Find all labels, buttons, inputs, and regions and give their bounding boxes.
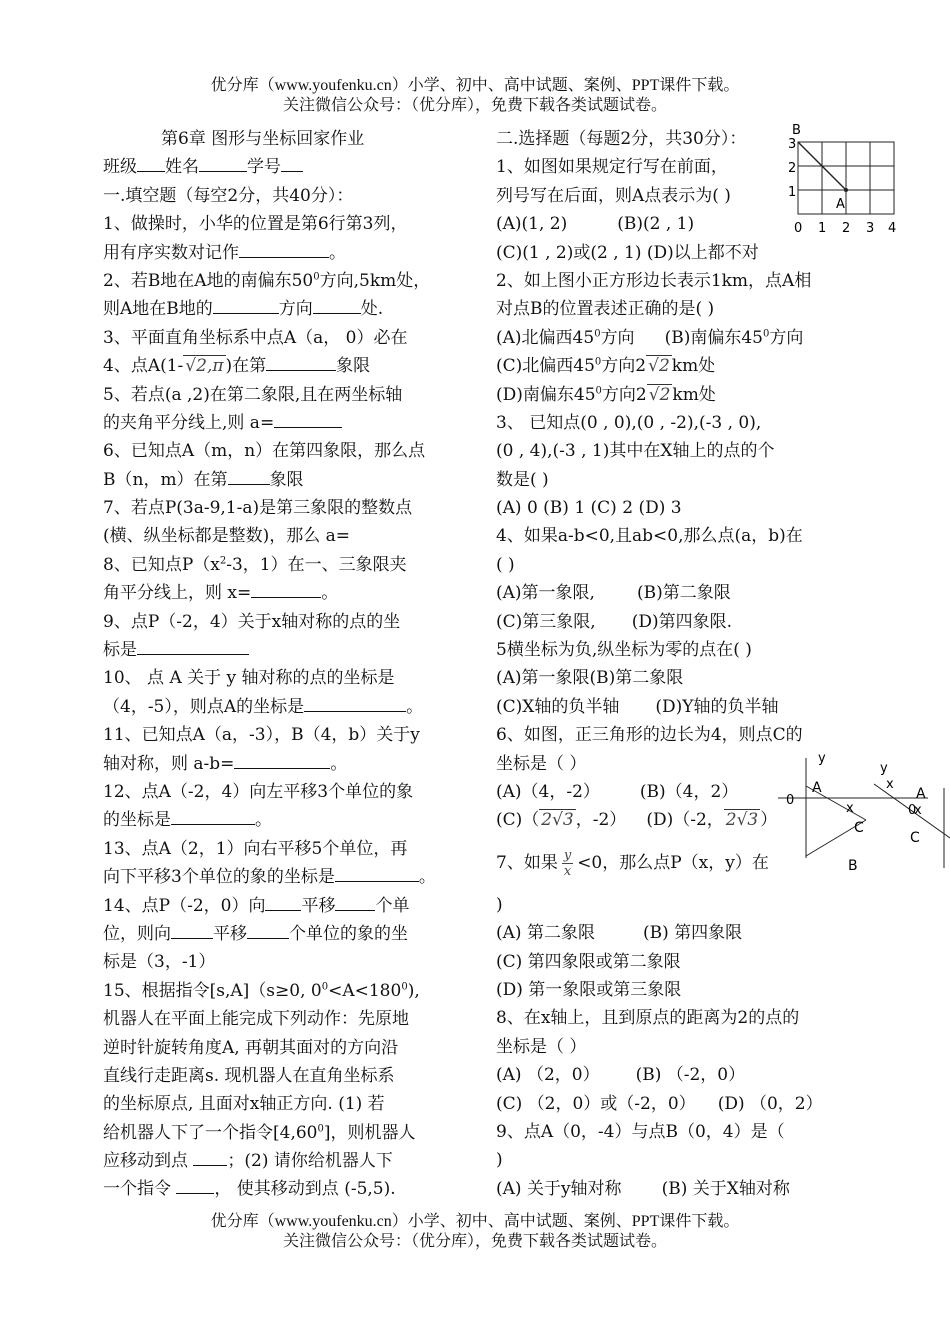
tri-label-y: y	[818, 751, 826, 766]
q9-line-2: 标是	[103, 636, 475, 664]
r-q7-options-ab: (A) 第二象限 (B) 第四象限	[496, 923, 743, 944]
x-tick-4: 4	[888, 221, 897, 236]
r-q6-line-2: 坐标是（ ）	[496, 753, 587, 774]
r-q7-option-d: (D) 第一象限或第三象限	[496, 979, 682, 1000]
q8-line-2: 角平分线上，则 x= 。	[103, 583, 339, 604]
tri2-label-y: y	[880, 761, 888, 776]
footer-line-1: 优分库（www.youfenku.cn）小学、初中、高中试题、案例、PPT课件下载。	[210, 1213, 740, 1230]
tri2-label-x: x	[886, 777, 894, 792]
r-q9-line-2: )	[496, 1150, 503, 1171]
x-tick-2: 2	[842, 221, 851, 236]
page-header	[0, 76, 950, 116]
q15-blank-1[interactable]	[193, 1149, 227, 1166]
grid-lines	[798, 142, 894, 214]
q1-line-2: 用有序实数对记作 。	[103, 242, 346, 263]
point-a-dot	[844, 188, 848, 192]
tri2-label-a: A	[916, 786, 926, 802]
label-b: B	[792, 123, 801, 138]
r-q2-options-ab: (A)北偏西$45^0$方向 (B)南偏东$45^0$方向	[496, 327, 804, 348]
q8-line-1: 8、已知点$P(x^2-3$，1）在一、三象限夹	[103, 554, 407, 575]
tri-label-c: C	[854, 820, 864, 836]
class-blank[interactable]	[137, 155, 165, 172]
y-tick-2: 2	[788, 161, 797, 176]
x-tick-1: 1	[818, 221, 827, 236]
sqrt-expression: √2,π	[185, 356, 224, 377]
q2-line-2: 则A地在B地的 方向 处.	[103, 299, 384, 320]
tri2-label-c: C	[910, 830, 920, 846]
r-q6-options-ab: (A)（4，-2） (B)（4，2）	[496, 781, 739, 802]
q14-blank-1[interactable]	[265, 894, 301, 911]
q6-blank[interactable]	[228, 468, 270, 485]
right-column	[496, 125, 856, 1203]
q13-line-1: 13、点A（2，1）向右平移5个单位，再	[103, 838, 408, 859]
q15-line-5: 的坐标原点, 且面对x轴正方向. (1) 若	[103, 1094, 385, 1115]
section-fill-blank: 一.填空题（每空2分，共40分）：	[103, 185, 354, 206]
q5-line-2: 的夹角平分线上,则 a=	[103, 409, 475, 437]
q5-line-1: 5、若点(a ,2)在第二象限,且在两坐标轴	[103, 384, 403, 405]
q10-blank[interactable]	[304, 695, 406, 712]
r-q2-line-2: 对点B的位置表述正确的是( )	[496, 299, 715, 320]
q15-blank-2[interactable]	[176, 1177, 214, 1194]
tri-label-origin: 0	[786, 793, 795, 808]
r-q2-line-1: 2、如上图小正方形边长表示1km，点A相	[496, 270, 812, 291]
q14-blank-2[interactable]	[335, 894, 375, 911]
r-q9-options: (A) 关于y轴对称 (B) 关于X轴对称	[496, 1178, 790, 1199]
header-line-2: 关注微信公众号：（优分库），免费下载各类试题试卷。	[282, 97, 667, 114]
q3-line: 3、平面直角坐标系中点A（a， 0）必在	[103, 327, 408, 348]
r-q7-option-c: (C) 第四象限或第二象限	[496, 951, 681, 972]
r-q4-line-2: ( )	[496, 554, 515, 575]
left-column	[103, 125, 475, 1204]
r-q8-line-2: 坐标是（ ）	[496, 1036, 587, 1057]
fraction-y-over-x: $\frac{y}{x}$	[563, 847, 572, 879]
y-tick-1: 1	[788, 185, 797, 200]
q15-line-7: 应移动到点 ；(2) 请你给机器人下	[103, 1151, 393, 1172]
page-footer	[0, 1212, 950, 1252]
r-q6-options-cd: (C)（ 2√3 ，-2） (D)（-2， 2√3 ）	[496, 810, 778, 831]
page-title: 第6章 图形与坐标回家作业	[161, 129, 365, 149]
q12-blank[interactable]	[171, 808, 255, 825]
triangle-figure	[778, 748, 950, 878]
q15-line-6: 给机器人下了一个指令[4,60$^0$]，则机器人	[103, 1122, 416, 1143]
x-tick-0: 0	[794, 221, 803, 236]
q15-line-3: 逆时针旋转角度A, 再朝其面对的方向沿	[103, 1037, 399, 1058]
tri2-label-0: 0	[908, 803, 917, 818]
label-a: A	[836, 197, 845, 212]
q11-blank[interactable]	[234, 752, 330, 769]
tri-label-0: x	[846, 801, 854, 816]
r-q5-options-ab: (A)第一象限(B)第二象限	[496, 668, 684, 689]
q14-blank-4[interactable]	[247, 922, 289, 939]
r-q5-line-1: 5横坐标为负,纵坐标为零的点在( )	[496, 640, 752, 661]
id-label: 学号	[247, 157, 281, 178]
r-q4-line-1: 4、如果a-b<0,且ab<0,那么点(a，b)在	[496, 526, 803, 547]
q5-blank[interactable]	[274, 411, 342, 428]
q2-line-1: 2、若B地在A地的南偏东$50^0$方向,5km处，	[103, 270, 431, 291]
tri-label-b: B	[848, 858, 858, 874]
q7-line-2: (横、纵坐标都是整数)，那么 a=	[103, 526, 351, 547]
class-label: 班级	[103, 157, 137, 178]
r-q8-line-1: 8、在x轴上，且到原点的距离为2的点的	[496, 1008, 800, 1029]
q12-line-2: 的坐标是 。	[103, 810, 272, 831]
r-q1-options-ab: (A)(1, 2) (B)(2 , 1)	[496, 214, 695, 235]
x-tick-3: 3	[866, 221, 875, 236]
r-q4-options-cd: (C)第三象限, (D)第四象限.	[496, 611, 732, 632]
q14-blank-3[interactable]	[171, 922, 213, 939]
q4-blank[interactable]	[266, 354, 336, 371]
q14-line-2: 位，则向 平移 个单位的象的坐	[103, 923, 408, 944]
q2-blank-1[interactable]	[213, 297, 279, 314]
q4-line: 4、点A(1- √2,π )在第 象限	[103, 356, 371, 377]
q9-line-1: 9、点P（-2，4）关于x轴对称的点的坐	[103, 611, 401, 632]
sqrt-three: 2√3	[725, 810, 759, 831]
q15-line-4: 直线行走距离s. 现机器人在直角坐标系	[103, 1065, 395, 1086]
r-q1-line-1: 1、如图如果规定行写在前面，	[496, 157, 728, 178]
tri2-label-x-b: x	[914, 803, 922, 818]
r-q2-option-c: (C)北偏西$45^0$方向2 √2 km处	[496, 356, 716, 377]
header-line-1: 优分库（www.youfenku.cn）小学、初中、高中试题、案例、PPT课件下载。	[210, 77, 740, 94]
q14-line-3: 标是（3，-1）	[103, 952, 216, 973]
q11-line-1: 11、已知点A（a，-3），B（4，b）关于y	[103, 725, 420, 746]
r-q7-line-1: 7、如果 $\frac{y}{x}$ <0，那么点P（x，y）在	[496, 847, 769, 879]
r-q6-line-1: 6、如图，正三角形的边长为4，则点C的	[496, 725, 803, 746]
r-q3-line-1: 3、 已知点(0 , 0),(0 , -2),(-3 , 0),	[496, 412, 762, 433]
grid-figure	[786, 120, 898, 238]
q7-line-1: 7、若点P(3a-9,1-a)是第三象限的整数点	[103, 498, 413, 519]
q15-line-1: 15、根据指令[s,A]（s≥0, $0^0<A<180^0$),	[103, 980, 420, 1001]
id-blank[interactable]	[281, 155, 303, 172]
q8-blank[interactable]	[251, 581, 321, 598]
q9-blank[interactable]	[137, 638, 249, 655]
section-choice: 二.选择题（每题2分，共30分）：	[496, 129, 747, 149]
q15-line-8: 一个指令 ， 使其移动到点 (-5,5).	[103, 1179, 396, 1200]
r-q2-option-d: (D)南偏东$45^0$方向2 √2 km处	[496, 384, 716, 405]
q15-line-2: 机器人在平面上能完成下列动作：先原地	[103, 1009, 409, 1030]
q6-line-1: 6、已知点A（m，n）在第四象限，那么点	[103, 441, 426, 462]
r-q8-options-cd: (C) （2，0）或（-2，0） (D) （0，2）	[496, 1093, 823, 1114]
q1-line-1: 1、做操时，小华的位置是第6行第3列，	[103, 214, 408, 235]
q14-line-1: 14、点P（-2，0）向 平移 个单	[103, 895, 410, 916]
footer-line-2: 关注微信公众号：（优分库），免费下载各类试题试卷。	[282, 1233, 667, 1250]
r-q3-line-3: 数是( )	[496, 469, 549, 490]
q10-line-1: 10、 点 A 关于 y 轴对称的点的坐标是	[103, 668, 395, 689]
r-q8-options-ab: (A) （2，0） (B) （-2，0）	[496, 1065, 746, 1086]
q6-line-2: B（n，m）在第 象限	[103, 469, 304, 490]
q12-line-1: 12、点A（-2，4）向左平移3个单位的象	[103, 781, 414, 802]
q1-blank[interactable]	[239, 241, 329, 258]
r-q5-options-cd: (C)X轴的负半轴 (D)Y轴的负半轴	[496, 696, 779, 717]
q11-line-2: 轴对称，则 a-b= 。	[103, 753, 348, 774]
y-tick-3: 3	[788, 137, 797, 152]
q2-blank-2[interactable]	[313, 297, 361, 314]
sqrt-three: 2√3	[541, 810, 574, 831]
r-q7-line-2: )	[496, 894, 503, 915]
r-q1-line-2: 列号写在后面，则A点表示为( )	[496, 185, 731, 206]
q13-blank[interactable]	[335, 865, 419, 882]
q13-line-2: 向下平移3个单位的象的坐标是 。	[103, 867, 436, 888]
sqrt-two: √2	[648, 356, 670, 377]
sqrt-two: √2	[648, 384, 671, 405]
r-q9-line-1: 9、点A（0，-4）与点B（0，4）是（	[496, 1121, 785, 1142]
r-q4-options-ab: (A)第一象限, (B)第二象限	[496, 583, 731, 604]
q10-line-2: （4，-5），则点A的坐标是 。	[103, 696, 424, 717]
tri-label-a: A	[812, 780, 822, 796]
name-blank[interactable]	[199, 155, 247, 172]
r-q3-line-2: (0 , 4),(-3 , 1)其中在X轴上的点的个	[496, 441, 775, 462]
name-label: 姓名	[165, 157, 199, 178]
r-q3-options: (A) 0 (B) 1 (C) 2 (D) 3	[496, 498, 682, 519]
r-q1-options-cd: (C)(1 , 2)或(2 , 1) (D)以上都不对	[496, 242, 759, 263]
student-info	[103, 153, 475, 181]
